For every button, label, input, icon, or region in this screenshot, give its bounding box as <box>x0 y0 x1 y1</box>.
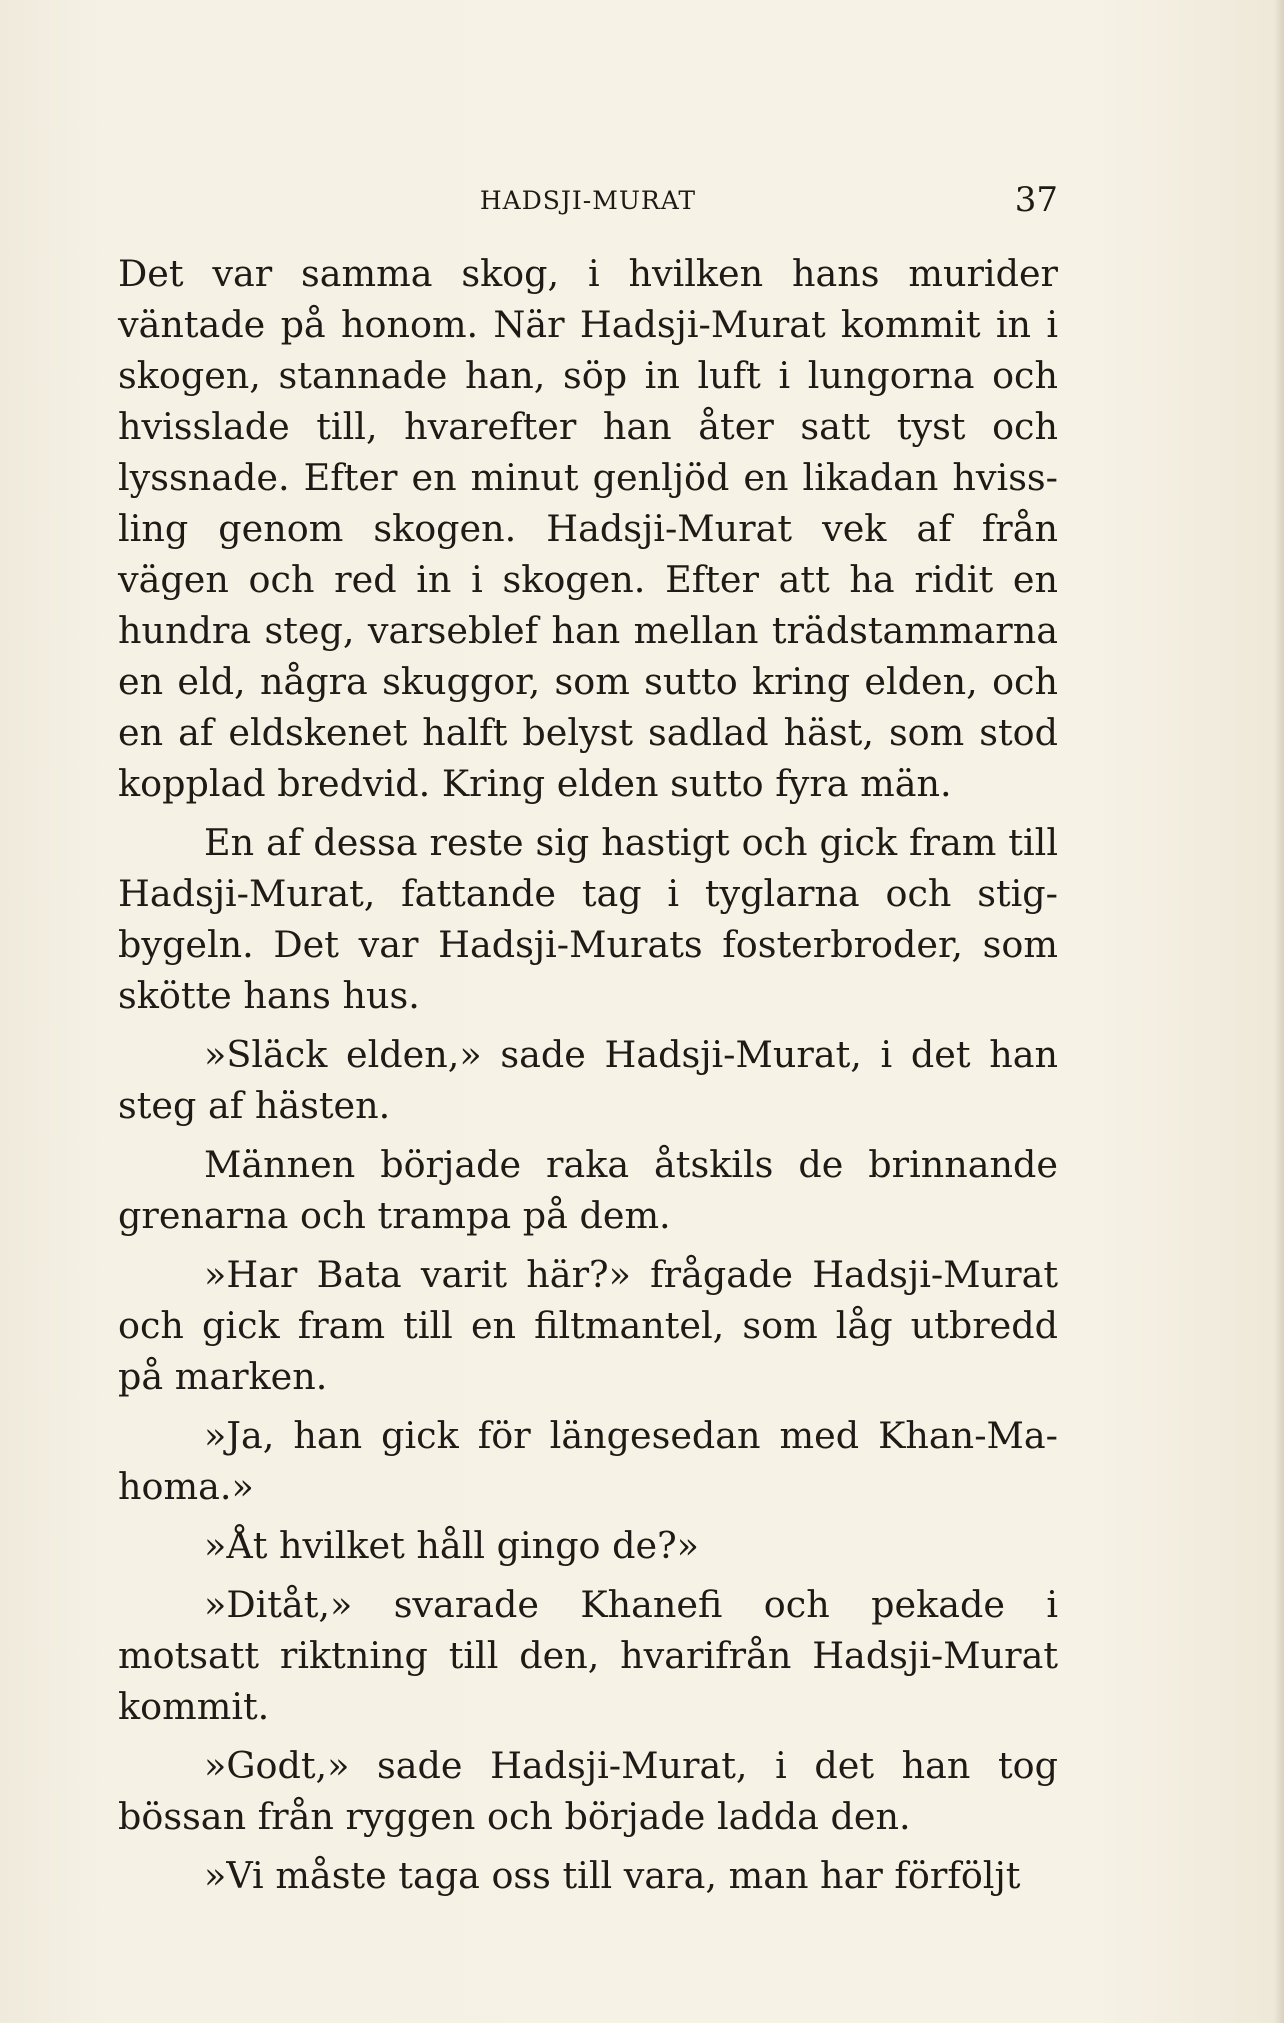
paragraph-1: Det var samma skog, i hvilken hans murider väntade på honom. När Hadsji-Murat kommit in i skogen, stannade han, söp in luft i lungorna och hvisslade till, hvarefter han åter satt tyst och lyssnade. Efter en minut genljöd en likadan hviss-ling genom skogen. Hadsji-Murat vek af från vägen och red in i skogen. Efter att ha ridit en hundra steg, varseblef han mellan trädstammarna en eld, några skuggor, som sutto kring elden, och en af eldskenet halft belyst sadlad häst, som stod kopplad bredvid. Kring elden sutto fyra män. <box>118 252 1058 805</box>
paragraph-7: »Åt hvilket håll gingo de?» <box>204 1524 699 1567</box>
page-edge-shadow <box>1274 0 1284 2023</box>
page-number: 37 <box>1014 180 1058 220</box>
paragraph-8: »Ditåt,» svarade Khanefi och pekade i motsatt riktning till den, hvarifrån Hadsji-Murat kommit. <box>118 1583 1058 1728</box>
paragraph-4: Männen började raka åtskils de brinnande grenarna och trampa på dem. <box>118 1143 1058 1237</box>
paragraph-5: »Har Bata varit här?» frågade Hadsji-Murat och gick fram till en filtmantel, som låg utbredd på marken. <box>118 1253 1058 1398</box>
paragraph-6: »Ja, han gick för längesedan med Khan-Ma-homa.» <box>118 1414 1058 1508</box>
running-head <box>118 180 1058 220</box>
body-text <box>118 248 1058 1901</box>
paragraph-10: »Vi måste taga oss till vara, man har förföljt <box>204 1854 1021 1897</box>
paragraph-3: »Släck elden,» sade Hadsji-Murat, i det han steg af hästen. <box>118 1033 1058 1127</box>
paragraph-9: »Godt,» sade Hadsji-Murat, i det han tog bössan från ryggen och började ladda den. <box>118 1744 1058 1838</box>
running-head-title: HADSJI-MURAT <box>479 186 697 215</box>
paragraph-2: En af dessa reste sig hastigt och gick fram till Hadsji-Murat, fattande tag i tyglarna och stig-bygeln. Det var Hadsji-Murats fosterbroder, som skötte hans hus. <box>118 821 1058 1017</box>
